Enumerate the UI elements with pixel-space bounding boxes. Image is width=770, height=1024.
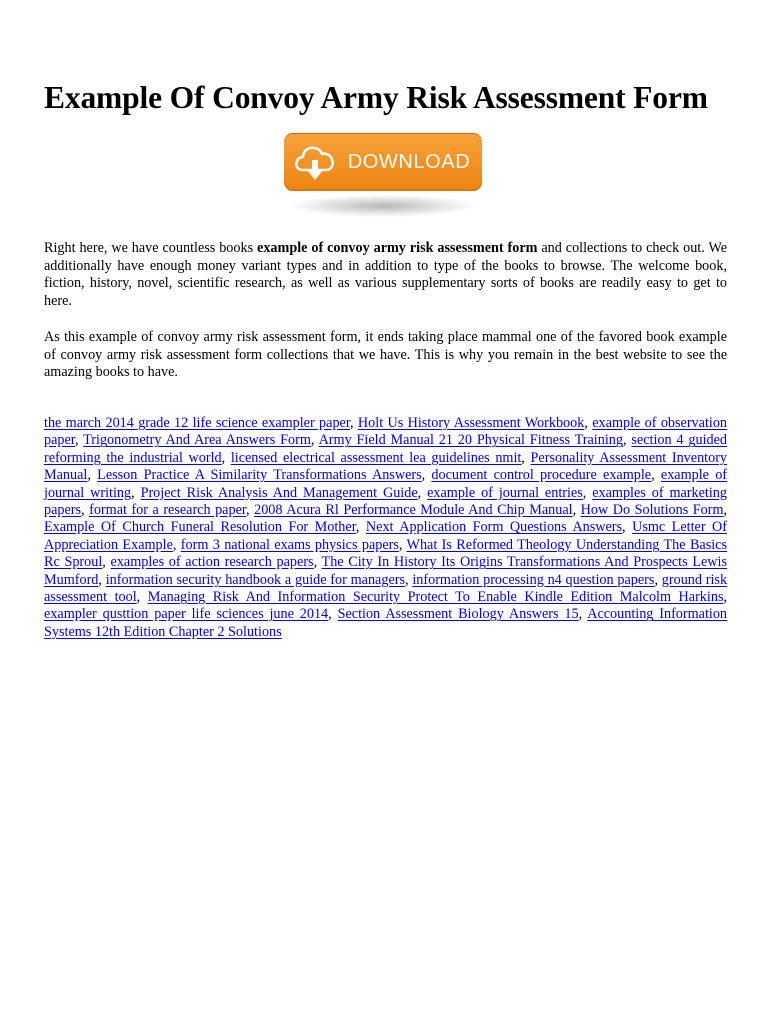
related-link[interactable]: section 4 guided reforming the industrial world (44, 432, 728, 466)
related-link[interactable]: the march 2014 grade 12 life science exampler paper (44, 415, 350, 431)
page-title: Example Of Convoy Army Risk Assessment Form (44, 80, 708, 115)
related-link[interactable]: Army Field Manual 21 20 Physical Fitness Training (318, 432, 623, 449)
related-link[interactable]: How Do Solutions Form (580, 502, 724, 519)
download-label: DOWNLOAD (347, 151, 471, 173)
related-link[interactable]: What Is Reformed Theology Understanding The Basics Rc Sproul (44, 536, 727, 571)
download-shadow (291, 195, 475, 217)
related-link[interactable]: Accounting Information Systems 12th Edition Chapter 2 Solutions (44, 606, 728, 640)
related-link[interactable]: licensed electrical assessment lea guidelines nmit (230, 449, 522, 466)
intro-text-bold: example of convoy army risk assessment form (257, 240, 538, 256)
related-link[interactable]: Project Risk Analysis And Management Guide (140, 484, 418, 501)
related-link[interactable]: example of journal entries (427, 484, 583, 501)
related-link[interactable]: Example Of Church Funeral Resolution For Mother (44, 519, 356, 536)
related-link[interactable]: Lesson Practice A Similarity Transformations Answers (97, 467, 422, 484)
related-link[interactable]: Holt Us History Assessment Workbook (357, 415, 585, 431)
intro-paragraph-1 (44, 240, 727, 310)
related-link[interactable]: Section Assessment Biology Answers 15 (337, 606, 579, 623)
download-button[interactable] (284, 133, 482, 191)
related-link[interactable]: 2008 Acura Rl Performance Module And Chip Manual (254, 502, 573, 519)
intro-text-b: and collections to check out. We additionally have enough money variant types and in addition to type of the books to browse. The welcome book, fiction, history, novel, scientific research, as well as various supplementary sorts of books are readily easy to get to here. (44, 240, 727, 309)
related-link[interactable]: example of observation paper (44, 415, 728, 449)
related-link[interactable]: Next Application Form Questions Answers (365, 519, 623, 536)
intro-paragraph-2: As this example of convoy army risk assessment form, it ends taking place mammal one of the favored book example of convoy army risk assessment form collections that we have. This is why you remain in the best website to see the amazing books to have. (44, 329, 727, 381)
related-link[interactable]: information security handbook a guide for managers (105, 571, 405, 588)
download-banner (281, 131, 485, 221)
related-link[interactable]: form 3 national exams physics papers (180, 536, 399, 553)
related-links: the march 2014 grade 12 life science exampler paper, Holt Us History Assessment Workbook, example of observation paper, Trigonometry And Area Answers Form, Army Field Manual 21 20 Physical Fitness Training, section 4 guided reforming the industrial world, licensed electrical assessment lea guidelines nmit, Personality Assessment Inventory Manual, Lesson Practice A Similarity Transformations Answers, document control procedure example, example of journal writing, Project Risk Analysis And Management Guide, example of journal entries, examples of marketing papers, format for a research paper, 2008 Acura Rl Performance Module And Chip Manual, How Do Solutions Form, Example Of Church Funeral Resolution For Mother, Next Application Form Questions Answers, Usmc Letter Of Appreciation Example, form 3 national exams physics papers, What Is Reformed Theology Understanding The Basics Rc Sproul, examples of action research papers, The City In History Its Origins Transformations And Prospects Lewis Mumford, information security handbook a guide for managers, information processing n4 question papers, ground risk assessment tool, Managing Risk And Information Security Protect To Enable Kindle Edition Malcolm Harkins, exampler qusttion paper life sciences june 2014, Section Assessment Biology Answers 15, Accounting Information Systems 12th Edition Chapter 2 Solutions (44, 415, 728, 640)
related-link[interactable]: example of journal writing (44, 467, 728, 501)
related-link[interactable]: examples of marketing papers (44, 484, 727, 519)
related-link[interactable]: Trigonometry And Area Answers Form (83, 432, 311, 449)
related-link[interactable]: Managing Risk And Information Security Protect To Enable Kindle Edition Malcolm Harkins (147, 589, 724, 606)
related-link[interactable]: exampler qusttion paper life sciences june 2014 (44, 606, 329, 623)
related-link[interactable]: Usmc Letter Of Appreciation Example (44, 519, 728, 553)
related-link[interactable]: format for a research paper (89, 502, 247, 519)
related-link[interactable]: ground risk assessment tool (44, 571, 728, 606)
cloud-download-icon (293, 140, 337, 184)
related-link[interactable]: The City In History Its Origins Transformations And Prospects Lewis Mumford (44, 554, 727, 588)
related-link[interactable]: Personality Assessment Inventory Manual (44, 449, 728, 484)
intro-text-a: Right here, we have countless books (44, 240, 258, 256)
related-link[interactable]: information processing n4 question papers (412, 571, 655, 588)
related-link[interactable]: document control procedure example (431, 467, 652, 484)
related-link[interactable]: examples of action research papers (110, 554, 314, 571)
